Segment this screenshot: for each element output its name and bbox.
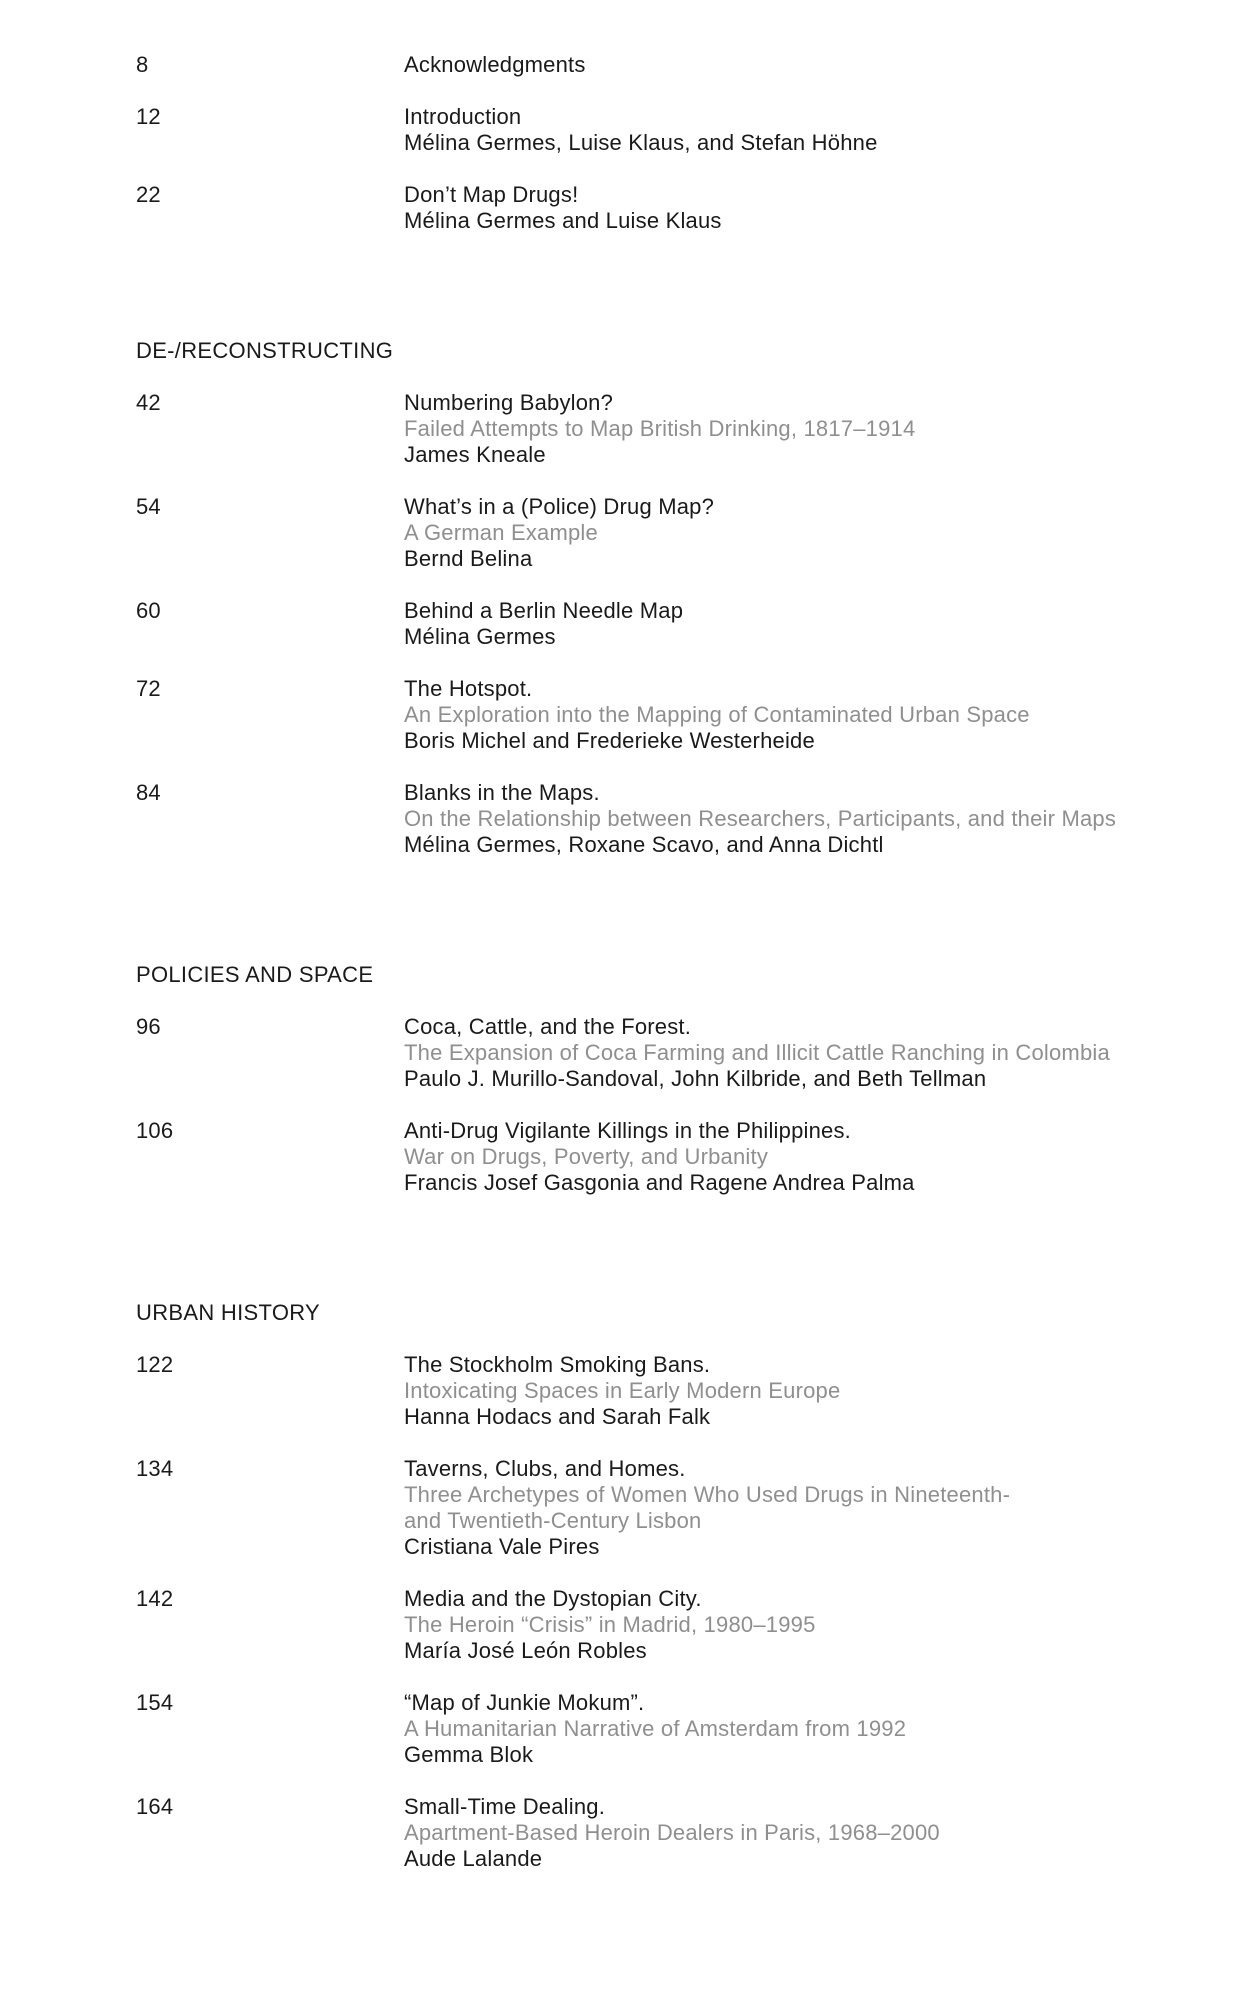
toc-entry <box>136 676 1236 754</box>
entry-authors: María José León Robles <box>404 1638 647 1663</box>
entry-title: Introduction <box>404 104 522 129</box>
toc-entry <box>136 1118 1236 1196</box>
page-number: 122 <box>136 1352 174 1377</box>
entry-title: Media and the Dystopian City. <box>404 1586 702 1611</box>
entry-subtitle: An Exploration into the Mapping of Contaminated Urban Space <box>404 702 1030 727</box>
toc-entry <box>136 1456 1236 1560</box>
entry-subtitle: The Expansion of Coca Farming and Illicit Cattle Ranching in Colombia <box>404 1040 1110 1065</box>
page-number: 60 <box>136 598 161 623</box>
page-number: 12 <box>136 104 161 129</box>
toc-entry <box>136 1352 1236 1430</box>
section-heading: DE-/RECONSTRUCTING <box>136 338 394 363</box>
page-number: 84 <box>136 780 161 805</box>
entry-subtitle: A Humanitarian Narrative of Amsterdam from 1992 <box>404 1716 907 1741</box>
toc-entry-acknowledgments <box>136 52 1236 78</box>
entry-title: Numbering Babylon? <box>404 390 614 415</box>
entry-subtitle: War on Drugs, Poverty, and Urbanity <box>404 1144 769 1169</box>
page-number: 142 <box>136 1586 174 1611</box>
entry-title: Small-Time Dealing. <box>404 1794 606 1819</box>
entry-subtitle: On the Relationship between Researchers, Participants, and their Maps <box>404 806 1117 831</box>
entry-authors: Mélina Germes, Luise Klaus, and Stefan Höhne <box>404 130 878 155</box>
entry-title: What’s in a (Police) Drug Map? <box>404 494 715 519</box>
toc-entry <box>136 1794 1236 1872</box>
entry-title: Acknowledgments <box>404 52 586 77</box>
entry-subtitle: Failed Attempts to Map British Drinking, 1817–1914 <box>404 416 916 441</box>
entry-subtitle: Three Archetypes of Women Who Used Drugs in Nineteenth- <box>404 1482 1011 1507</box>
entry-authors: Boris Michel and Frederieke Westerheide <box>404 728 815 753</box>
page-number: 42 <box>136 390 161 415</box>
page-number: 8 <box>136 52 149 77</box>
entry-title: “Map of Junkie Mokum”. <box>404 1690 645 1715</box>
entry-authors: James Kneale <box>404 442 546 467</box>
toc-entry <box>136 390 1236 468</box>
page-number: 96 <box>136 1014 161 1039</box>
toc-entry <box>136 1690 1236 1768</box>
entry-authors: Cristiana Vale Pires <box>404 1534 600 1559</box>
entry-subtitle: A German Example <box>404 520 598 545</box>
page-number: 72 <box>136 676 161 701</box>
section-heading: URBAN HISTORY <box>136 1300 321 1325</box>
toc-entry <box>136 1586 1236 1664</box>
toc-entry-introduction <box>136 104 1236 156</box>
entry-subtitle-continued: and Twentieth-Century Lisbon <box>404 1508 702 1533</box>
toc-entry <box>136 494 1236 572</box>
entry-authors: Mélina Germes <box>404 624 556 649</box>
page-number: 154 <box>136 1690 174 1715</box>
toc-entry-dont-map-drugs <box>136 182 1236 234</box>
toc-entry <box>136 1014 1236 1092</box>
entry-subtitle: The Heroin “Crisis” in Madrid, 1980–1995 <box>404 1612 816 1637</box>
entry-subtitle: Intoxicating Spaces in Early Modern Europe <box>404 1378 841 1403</box>
section-heading: POLICIES AND SPACE <box>136 962 374 987</box>
entry-authors: Mélina Germes, Roxane Scavo, and Anna Dichtl <box>404 832 884 857</box>
entry-authors: Bernd Belina <box>404 546 533 571</box>
entry-title: Blanks in the Maps. <box>404 780 600 805</box>
page-number: 134 <box>136 1456 174 1481</box>
entry-title: Don’t Map Drugs! <box>404 182 579 207</box>
table-of-contents <box>136 52 1236 1872</box>
page-number: 106 <box>136 1118 174 1143</box>
page-number: 54 <box>136 494 161 519</box>
entry-authors: Gemma Blok <box>404 1742 534 1767</box>
entry-authors: Aude Lalande <box>404 1846 543 1871</box>
toc-entry <box>136 780 1236 858</box>
toc-entry <box>136 598 1236 650</box>
entry-title: The Hotspot. <box>404 676 533 701</box>
entry-title: Anti-Drug Vigilante Killings in the Philippines. <box>404 1118 851 1143</box>
entry-title: Taverns, Clubs, and Homes. <box>404 1456 686 1481</box>
entry-title: Coca, Cattle, and the Forest. <box>404 1014 692 1039</box>
entry-title: The Stockholm Smoking Bans. <box>404 1352 711 1377</box>
entry-title: Behind a Berlin Needle Map <box>404 598 684 623</box>
entry-authors: Francis Josef Gasgonia and Ragene Andrea Palma <box>404 1170 915 1195</box>
page-number: 22 <box>136 182 161 207</box>
entry-authors: Hanna Hodacs and Sarah Falk <box>404 1404 711 1429</box>
page-number: 164 <box>136 1794 174 1819</box>
entry-authors: Mélina Germes and Luise Klaus <box>404 208 722 233</box>
entry-authors: Paulo J. Murillo-Sandoval, John Kilbride, and Beth Tellman <box>404 1066 987 1091</box>
entry-subtitle: Apartment-Based Heroin Dealers in Paris, 1968–2000 <box>404 1820 940 1845</box>
